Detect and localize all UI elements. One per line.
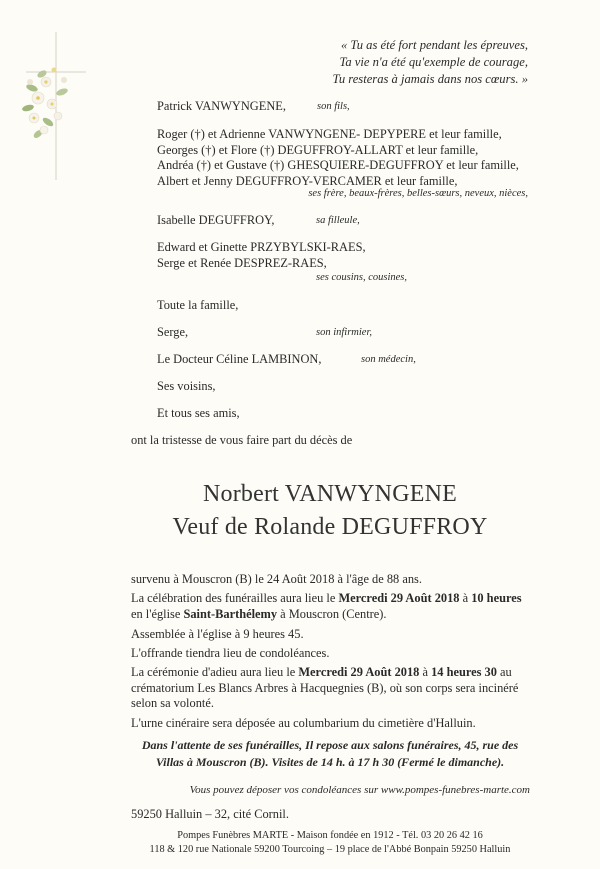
text-span: à <box>419 665 432 679</box>
cousin-line: Edward et Ginette PRZYBYLSKI-RAES, <box>157 240 366 254</box>
relation-cousins: ses cousins, cousines, <box>316 272 407 283</box>
text-span: à <box>459 591 472 605</box>
family-doctor: Le Docteur Céline LAMBINON, <box>157 352 322 366</box>
quote-line-1: « Tu as été fort pendant les épreuves, <box>340 38 528 52</box>
funeral-time: 10 heures <box>471 591 522 605</box>
cousins-list <box>157 240 366 271</box>
quote-line-3: Tu resteras à jamais dans nos cœurs. » <box>332 72 528 86</box>
relation-son: son fils, <box>317 101 350 112</box>
relation-nurse: son infirmier, <box>316 327 373 338</box>
family-patrick: Patrick VANWYNGENE, <box>157 99 286 113</box>
visitation-info <box>100 737 560 771</box>
ceremony-time: 14 heures 30 <box>431 665 497 679</box>
church-name: Saint-Barthélemy <box>183 606 278 621</box>
relation-siblings: ses frère, beaux-frères, belles-sœurs, neveux, nièces, <box>308 188 528 199</box>
text-line: selon sa volonté. <box>131 696 214 710</box>
family-friends: Et tous ses amis, <box>157 406 240 420</box>
funeral-celebration <box>131 591 526 622</box>
relation-doctor: son médecin, <box>361 354 416 365</box>
family-all: Toute la famille, <box>157 298 239 312</box>
text-span: à Mouscron (Centre). <box>277 606 387 621</box>
death-details: survenu à Mouscron (B) le 24 Août 2018 à l'âge de 88 ans. <box>131 572 422 586</box>
funeral-date: Mercredi 29 Août 2018 <box>338 591 460 605</box>
church-assembly: Assemblée à l'église à 9 heures 45. <box>131 627 304 641</box>
relation-goddaughter: sa filleule, <box>316 215 360 226</box>
family-isabelle: Isabelle DEGUFFROY, <box>157 213 275 227</box>
sibling-line: Georges (†) et Flore (†) DEGUFFROY-ALLART et leur famille, <box>157 142 479 157</box>
sibling-line: Roger (†) et Adrienne VANWYNGENE- DEPYPERE et leur famille, <box>157 127 502 141</box>
condolences-link[interactable]: Vous pouvez déposer vos condoléances sur www.pompes-funebres-marte.com <box>189 784 530 796</box>
family-neighbours: Ses voisins, <box>157 379 216 393</box>
sibling-line: Andréa (†) et Gustave (†) GHESQUIERE-DEGUFFROY et leur famille, <box>157 158 519 172</box>
visitation-line: Dans l'attente de ses funérailles, Il repose aux salons funéraires, 45, rue des <box>141 738 519 752</box>
funeral-home-address: 118 & 120 rue Nationale 59200 Tourcoing – 19 place de l'Abbé Bonpain 59250 Halluin <box>149 844 511 855</box>
text-span: en l'église <box>131 606 184 621</box>
family-address: 59250 Halluin – 32, cité Cornil. <box>131 807 289 821</box>
deceased-name: Norbert VANWYNGENE <box>202 481 457 507</box>
family-serge: Serge, <box>157 325 189 339</box>
visitation-line: Villas à Mouscron (B). Visites de 14 h. à 17 h 30 (Fermé le dimanche). <box>155 755 505 769</box>
text-span: au <box>496 665 512 679</box>
offering-note: L'offrande tiendra lieu de condoléances. <box>131 646 330 660</box>
text-span: La cérémonie d'adieu aura lieu le <box>131 665 299 679</box>
ceremony-date: Mercredi 29 Août 2018 <box>298 665 420 679</box>
announcement-text: ont la tristesse de vous faire part du décès de <box>131 433 353 447</box>
farewell-ceremony <box>131 665 526 712</box>
urn-note: L'urne cinéraire sera déposée au columbarium du cimetière d'Halluin. <box>131 716 476 730</box>
cross-flowers-icon <box>18 30 88 180</box>
funeral-home-line: Pompes Funèbres MARTE - Maison fondée en 1912 - Tél. 03 20 26 42 16 <box>177 830 483 841</box>
sibling-line: Albert et Jenny DEGUFFROY-VERCAMER et leur famille, <box>157 173 458 188</box>
deceased-widow-of: Veuf de Rolande DEGUFFROY <box>172 514 488 540</box>
siblings-list <box>157 127 519 189</box>
text-span: La célébration des funérailles aura lieu le <box>131 591 339 605</box>
quote-block <box>333 37 528 88</box>
quote-line-2: Ta vie n'a été qu'exemple de courage, <box>339 55 528 69</box>
text-line: crématorium Les Blancs Arbres à Hacquegnies (B), où son corps sera incinéré <box>131 680 519 695</box>
cousin-line: Serge et Renée DESPREZ-RAES, <box>157 255 327 270</box>
